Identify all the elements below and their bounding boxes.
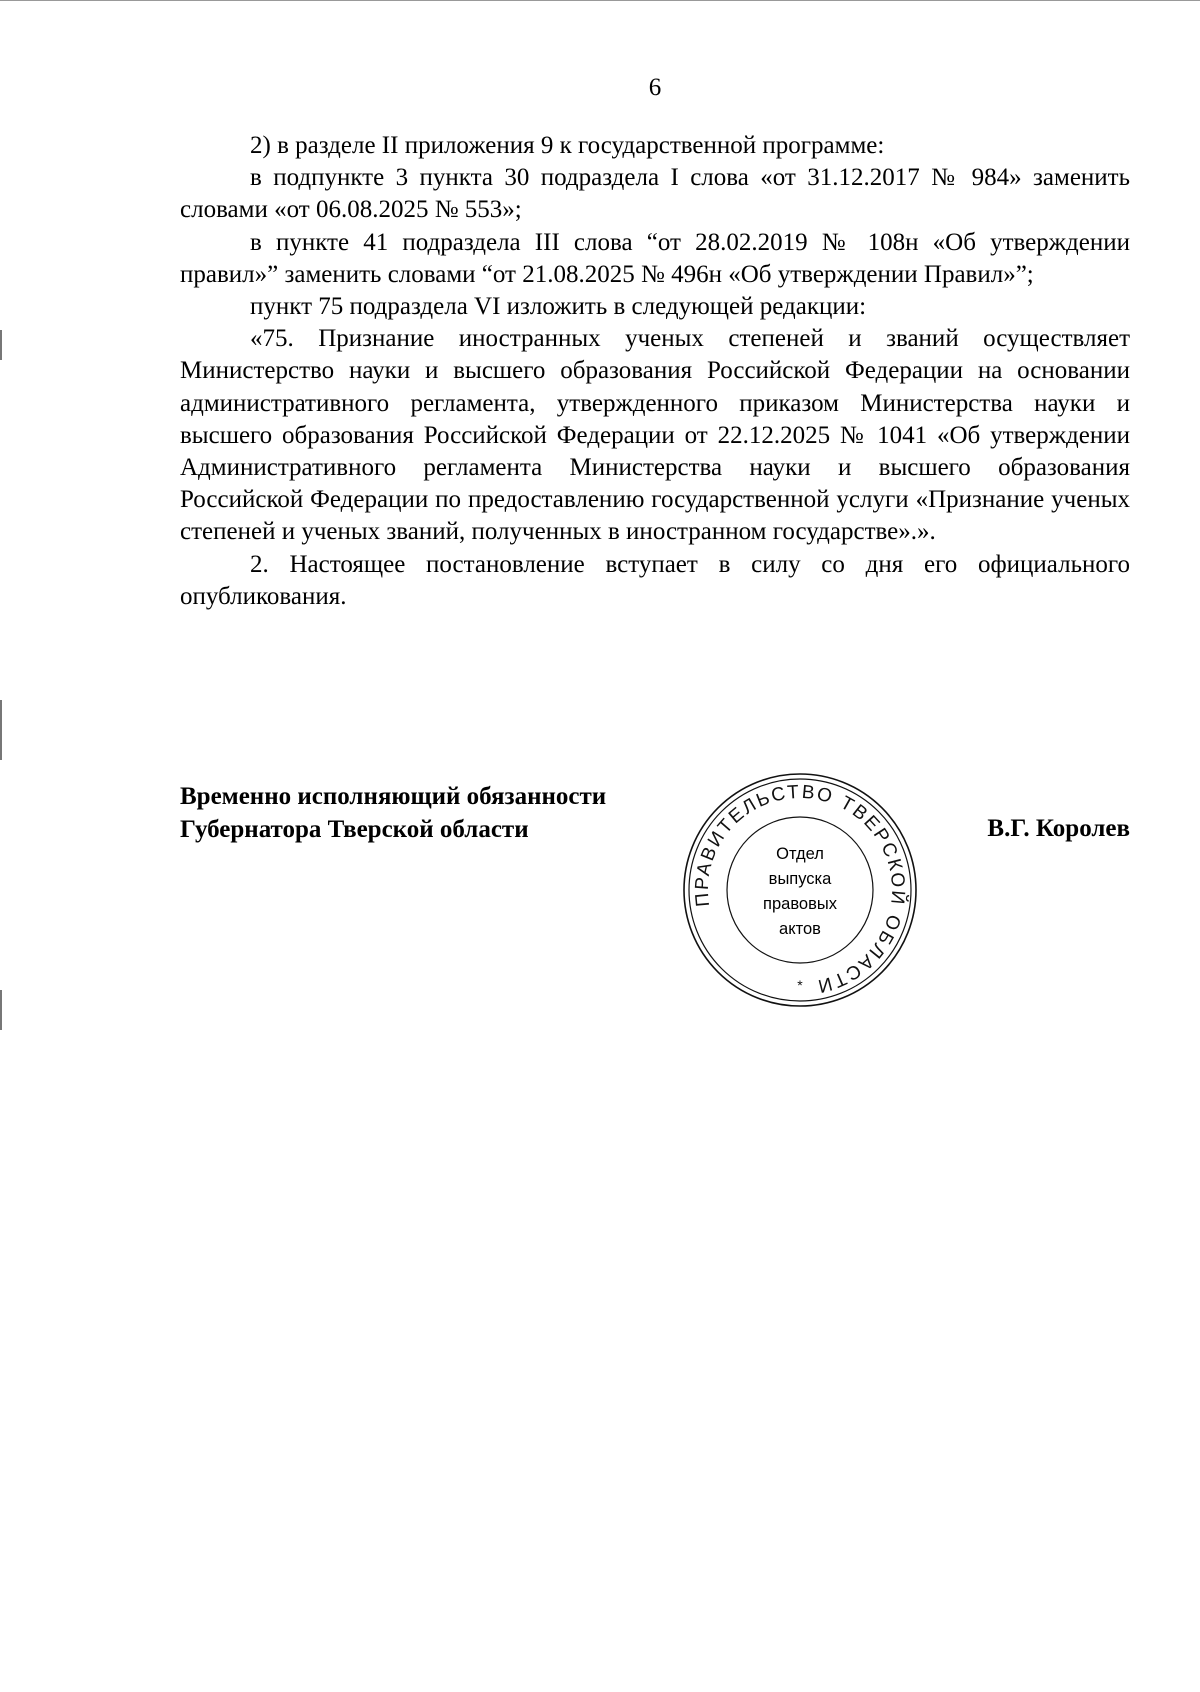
paragraph: в пункте 41 подраздела III слова “от 28.02.2019 № 108н «Об утверждении правил»” заменить словами “от 21.08.2025 № 496н «Об утверждении Правил»”; [180, 228, 1130, 288]
signatory-position [180, 780, 606, 846]
position-line: Временно исполняющий обязанности [180, 783, 607, 810]
paragraph: «75. Признание иностранных ученых степеней и званий осуществляет Министерство науки и высшего образования Российской Федерации на основании административного регламента, утвержденного приказом Министерства науки и высшего образования Российской Федерации от 22.12.2025 № 1041 «Об утверждении Административного регламента Министерства науки и высшего образования Российской Федерации по предоставлению государственной услуги «Признание ученых степеней и ученых званий, полученных в иностранном государстве».». [180, 325, 1130, 546]
stamp-center-line: актов [779, 920, 821, 938]
position-line: Губернатора Тверской области [180, 816, 529, 843]
page-top-border [0, 0, 1200, 1]
paragraph: в подпункте 3 пункта 30 подраздела I слова «от 31.12.2017 № 984» заменить словами «от 06.08.2025 № 553»; [180, 164, 1130, 224]
stamp-ring-text: ПРАВИТЕЛЬСТВО ТВЕРСКОЙ ОБЛАСТИ [691, 781, 909, 997]
page-number: 6 [648, 74, 662, 101]
stamp-star: * [797, 977, 803, 993]
document-body [180, 130, 1130, 613]
signatory-name: В.Г. Королев [987, 815, 1130, 842]
paragraph: 2) в разделе II приложения 9 к государственной программе: [250, 132, 885, 159]
stamp-center-line: Отдел [776, 845, 824, 863]
scan-edge-mark [0, 700, 2, 760]
scan-edge-mark [0, 990, 2, 1030]
scan-edge-mark [0, 330, 2, 360]
paragraph: пункт 75 подраздела VI изложить в следующей редакции: [250, 293, 867, 321]
stamp-center-line: выпуска [768, 870, 832, 888]
official-stamp [682, 772, 918, 1008]
paragraph: 2. Настоящее постановление вступает в силу со дня его официального опубликования. [180, 550, 1130, 610]
stamp-center-text [725, 842, 875, 942]
stamp-center-line: правовых [763, 895, 837, 913]
